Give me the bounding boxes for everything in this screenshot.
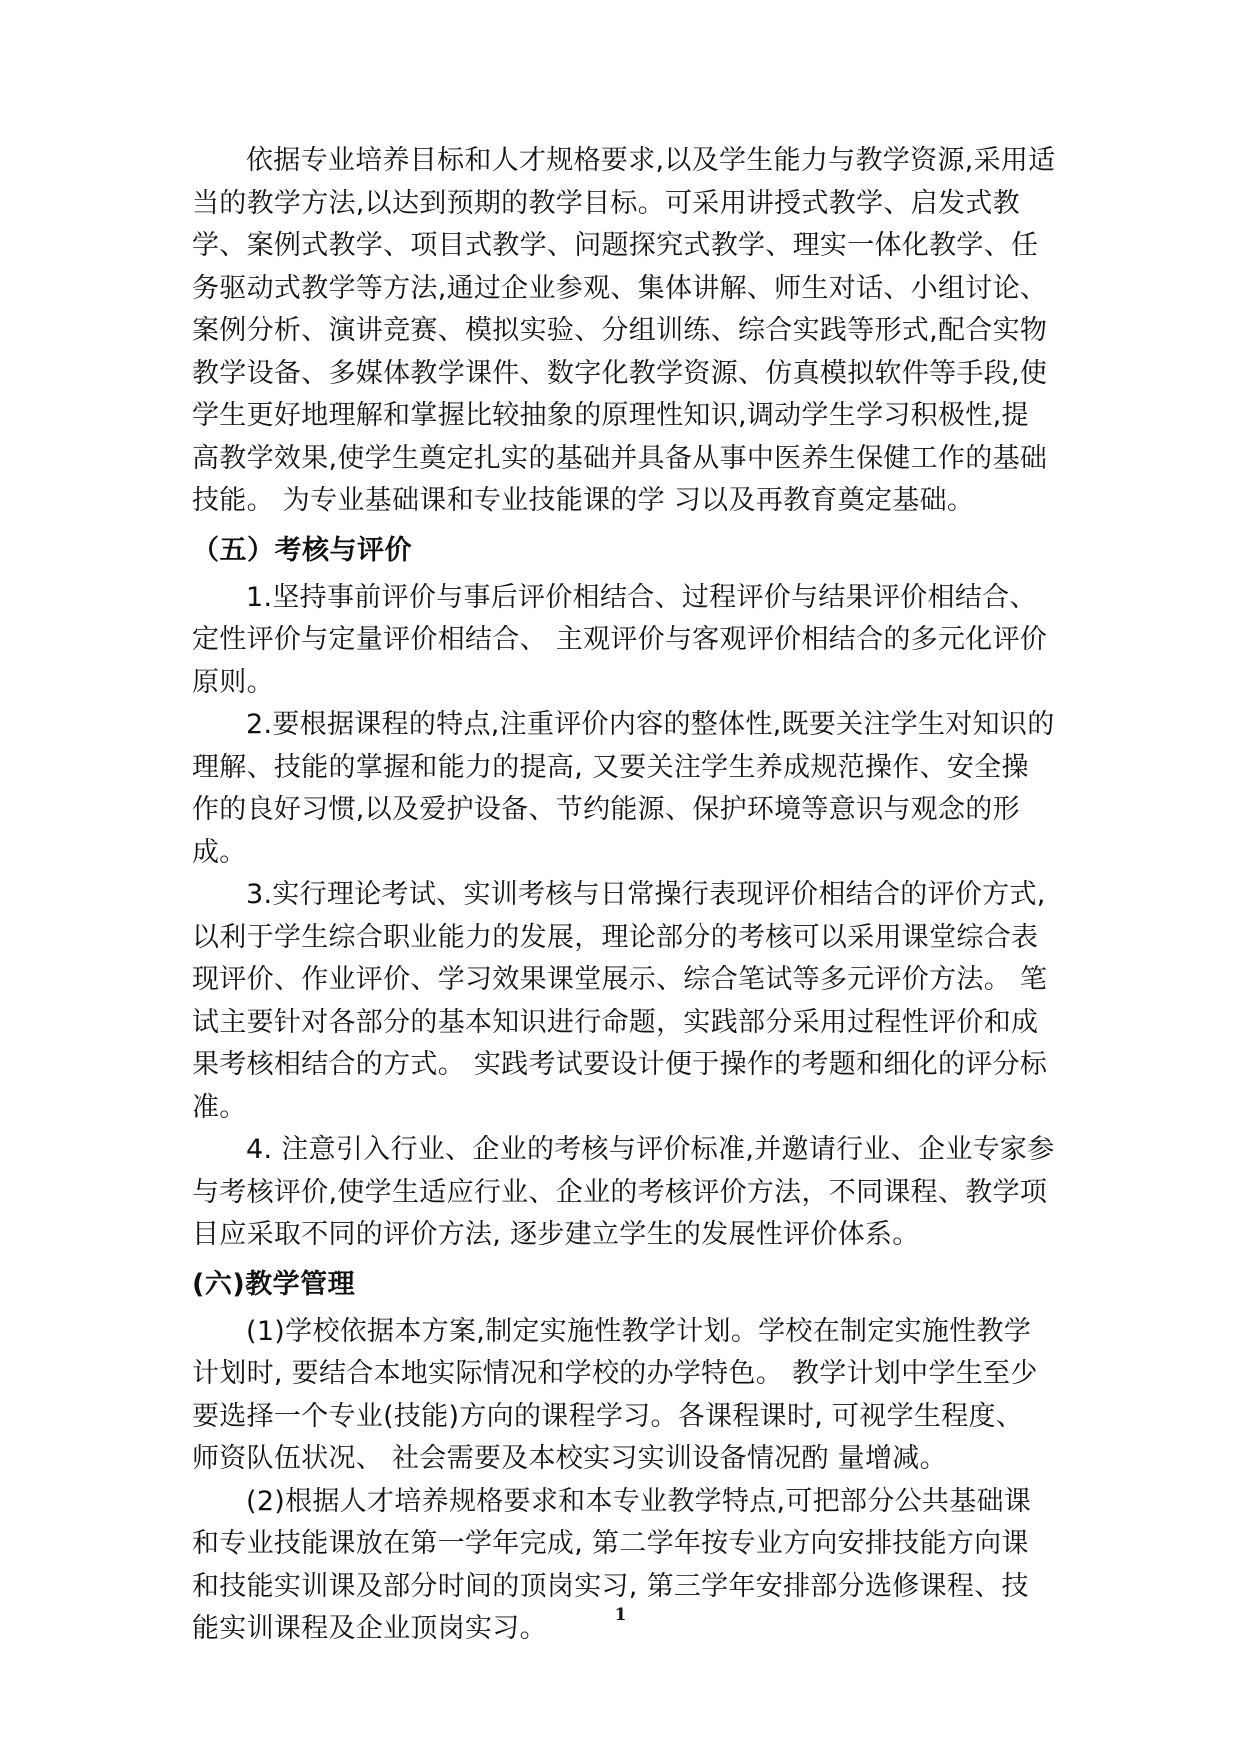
management-item-1: (1)学校依据本方案,制定实施性教学计划。学校在制定实施性教学计划时, 要结合本地实际情况和学校的办学特色。 教学计划中学生至少要选择一个专业(技能)方向的课程学习。各课程课时, 可视学生程度、 师资队伍状况、 社会需要及本校实习实训设备情况酌 量增减。 [192,1315,1038,1474]
management-item-2: (2)根据人才培养规格要求和本专业教学特点,可把部分公共基础课和专业技能课放在第一学年完成, 第二学年按专业方向安排技能方向课和技能实训课及部分时间的顶岗实习, 第三学年安排部分选修课程、技能实训课程及企业顶岗实习。 [192,1485,1032,1644]
paragraph-teaching-methods: 依据专业培养目标和人才规格要求,以及学生能力与教学资源,采用适当的教学方法,以达到预期的教学目标。可采用讲授式教学、启发式教学、案例式教学、项目式教学、问题探究式教学、理实一体化教学、任务驱动式教学等方法,通过企业参观、集体讲解、师生对话、小组讨论、案例分析、演讲竞赛、模拟实验、分组训练、综合实践等形式,配合实物教学设备、多媒体教学课件、数字化教学资源、仿真模拟软件等手段,使学生更好地理解和掌握比较抽象的原理性知识,调动学生学习积极性,提高教学效果,使学生奠定扎实的基础并具备从事中医养生保健工作的基础技能。 为专业基础课和专业技能课的学 习以及再教育奠定基础。 [192,145,1056,516]
document-body [192,140,1056,1651]
page-number: 1 [614,1605,627,1625]
assessment-item-2: 2.要根据课程的特点,注重评价内容的整体性,既要关注学生对知识的理解、技能的掌握和能力的提高, 又要关注学生养成规范操作、安全操作的良好习惯,以及爱护设备、节约能源、保护环境等意识与观念的形成。 [192,709,1055,868]
section-heading-assessment: （五）考核与评价 [192,534,412,566]
section-heading-teaching-management: (六)教学管理 [192,1268,356,1300]
assessment-item-4: 4. 注意引入行业、企业的考核与评价标准,并邀请行业、企业专家参与考核评价,使学生适应行业、企业的考核评价方法，不同课程、教学项目应采取不同的评价方法, 逐步建立学生的发展性评价体系。 [192,1134,1055,1250]
assessment-item-3: 3.实行理论考试、实训考核与日常操行表现评价相结合的评价方式, 以利于学生综合职业能力的发展，理论部分的考核可以采用课堂综合表现评价、作业评价、学习效果课堂展示、综合笔试等多元评价方法。 笔试主要针对各部分的基本知识进行命题，实践部分采用过程性评价和成果考核相结合的方式。 实践考试要设计便于操作的考题和细化的评分标准。 [192,879,1048,1123]
assessment-item-1: 1.坚持事前评价与事后评价相结合、过程评价与结果评价相结合、 定性评价与定量评价相结合、 主观评价与客观评价相结合的多元化评价原则。 [192,581,1048,698]
